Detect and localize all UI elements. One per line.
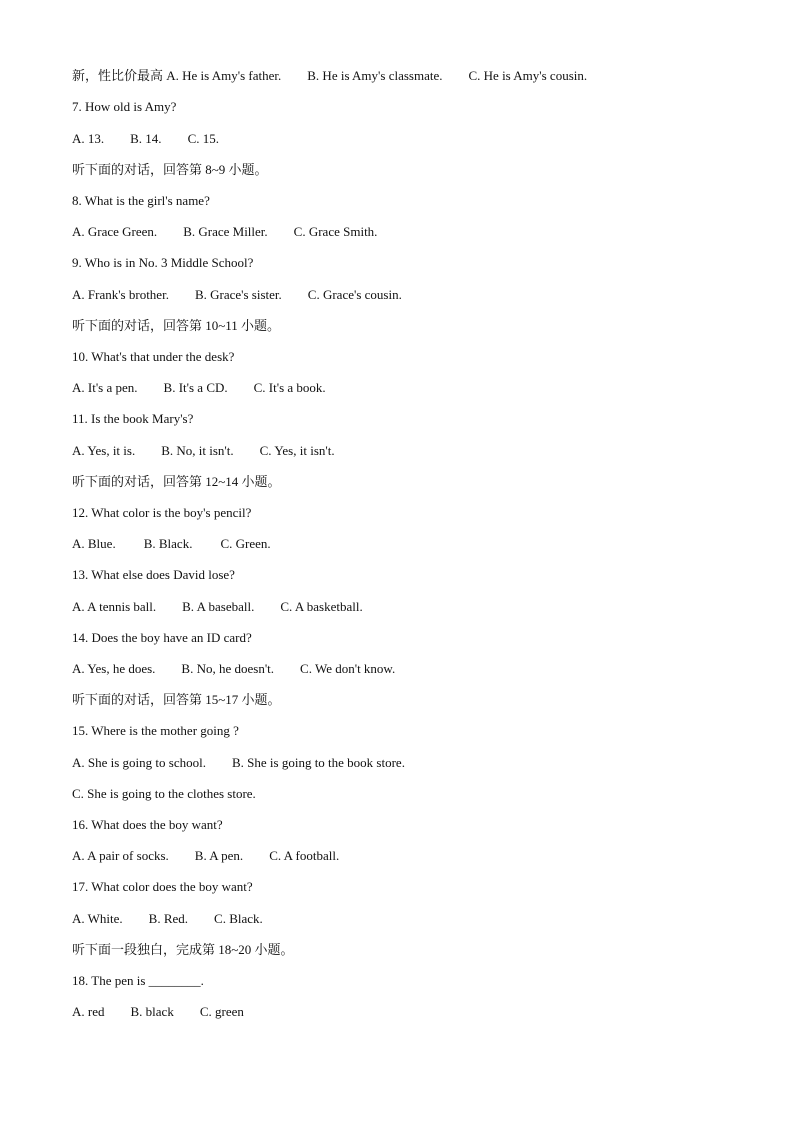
option-a: A. Grace Green. xyxy=(72,224,158,239)
option-b: B. Grace's sister. xyxy=(194,287,282,302)
question-7: 7. How old is Amy? xyxy=(72,99,177,114)
option-c: C. A basketball. xyxy=(280,599,363,614)
question-15-options xyxy=(72,755,754,771)
section-heading-10-11: 听下面的对话，回答第 10~11 小题。 xyxy=(72,318,281,333)
option-c: C. Green. xyxy=(220,536,271,551)
question-8-options xyxy=(72,224,754,240)
option-a: A. A tennis ball. xyxy=(72,599,157,614)
watermark-prefix: 新，性比价最高 xyxy=(72,68,167,83)
question-9: 9. Who is in No. 3 Middle School? xyxy=(72,255,254,270)
option-a: A. red xyxy=(72,1004,105,1019)
question-12: 12. What color is the boy's pencil? xyxy=(72,505,252,520)
question-13-options xyxy=(72,599,754,615)
option-b: B. 14. xyxy=(130,131,162,146)
option-b: B. black xyxy=(130,1004,174,1019)
option-c: C. Grace's cousin. xyxy=(307,287,402,302)
question-11: 11. Is the book Mary's? xyxy=(72,411,194,426)
question-12-options xyxy=(72,536,754,552)
option-c: C. 15. xyxy=(187,131,219,146)
question-17: 17. What color does the boy want? xyxy=(72,879,253,894)
question-16-options xyxy=(72,848,754,864)
option-b: B. It's a CD. xyxy=(163,380,228,395)
option-b: B. No, it isn't. xyxy=(161,443,234,458)
option-b: B. He is Amy's classmate. xyxy=(307,68,443,83)
question-10: 10. What's that under the desk? xyxy=(72,349,235,364)
option-c: C. A football. xyxy=(269,848,340,863)
option-c: C. Yes, it isn't. xyxy=(259,443,335,458)
option-b: B. Black. xyxy=(143,536,193,551)
question-13: 13. What else does David lose? xyxy=(72,567,235,582)
question-6-options xyxy=(72,68,754,84)
section-heading-15-17: 听下面的对话，回答第 15~17 小题。 xyxy=(72,692,281,707)
option-b: B. She is going to the book store. xyxy=(231,755,405,770)
option-c: C. We don't know. xyxy=(300,661,396,676)
option-b: B. A pen. xyxy=(194,848,244,863)
option-b: B. Grace Miller. xyxy=(183,224,268,239)
question-17-options xyxy=(72,911,754,927)
option-b: B. A baseball. xyxy=(182,599,255,614)
section-heading-8-9: 听下面的对话，回答第 8~9 小题。 xyxy=(72,162,268,177)
question-18: 18. The pen is ________. xyxy=(72,973,204,988)
option-a: A. White. xyxy=(72,911,123,926)
option-a: A. Yes, it is. xyxy=(72,443,136,458)
option-b: B. No, he doesn't. xyxy=(181,661,275,676)
option-c: C. Grace Smith. xyxy=(293,224,378,239)
option-a: A. She is going to school. xyxy=(72,755,206,770)
option-b: B. Red. xyxy=(148,911,189,926)
option-a: A. 13. xyxy=(72,131,105,146)
option-c: C. It's a book. xyxy=(253,380,326,395)
option-a: A. He is Amy's father. xyxy=(166,68,282,83)
question-8: 8. What is the girl's name? xyxy=(72,193,210,208)
question-14: 14. Does the boy have an ID card? xyxy=(72,630,252,645)
section-heading-12-14: 听下面的对话，回答第 12~14 小题。 xyxy=(72,474,281,489)
option-c: C. green xyxy=(199,1004,244,1019)
option-a: A. Yes, he does. xyxy=(72,661,156,676)
question-16: 16. What does the boy want? xyxy=(72,817,223,832)
question-10-options xyxy=(72,380,754,396)
option-a: A. It's a pen. xyxy=(72,380,138,395)
option-a: A. A pair of socks. xyxy=(72,848,169,863)
question-15-option-c: C. She is going to the clothes store. xyxy=(72,786,256,801)
option-a: A. Frank's brother. xyxy=(72,287,169,302)
option-a: A. Blue. xyxy=(72,536,116,551)
question-15: 15. Where is the mother going ? xyxy=(72,723,239,738)
question-14-options xyxy=(72,661,754,677)
question-18-options xyxy=(72,1004,754,1020)
section-heading-18-20: 听下面一段独白，完成第 18~20 小题。 xyxy=(72,942,294,957)
question-7-options xyxy=(72,131,754,147)
question-9-options xyxy=(72,287,754,303)
option-c: C. Black. xyxy=(214,911,263,926)
option-c: C. He is Amy's cousin. xyxy=(468,68,588,83)
question-11-options xyxy=(72,443,754,459)
